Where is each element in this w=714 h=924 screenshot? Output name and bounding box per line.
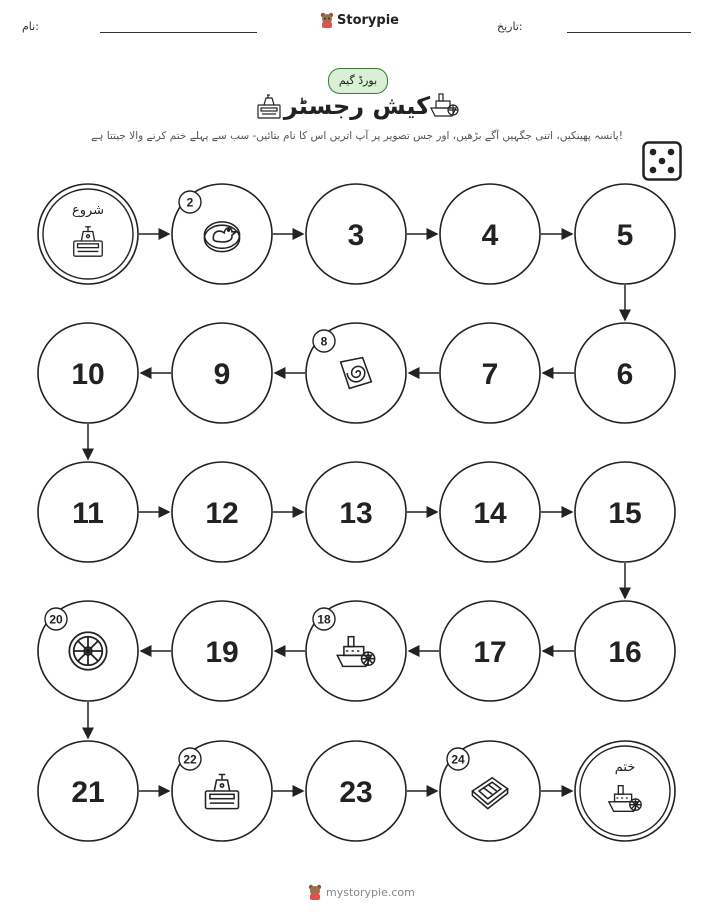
footer (308, 884, 418, 900)
board-cell-17[interactable] (440, 601, 540, 701)
board-cell-5[interactable] (575, 184, 675, 284)
cell-number-badge: 20 (49, 612, 63, 627)
brand-name: Storypie (337, 12, 399, 28)
cell-number-badge: 18 (317, 612, 331, 627)
cell-label: ختم (614, 760, 636, 775)
board-cell-7[interactable] (440, 323, 540, 423)
board-cell-13[interactable] (306, 462, 406, 562)
cell-number: 9 (213, 358, 231, 391)
name-label: نام: (22, 20, 39, 33)
cell-number: 14 (473, 497, 507, 530)
cell-number-badge: 2 (186, 195, 194, 210)
board-cell-23[interactable] (306, 741, 406, 841)
cell-number: 16 (608, 636, 642, 669)
cell-number-badge: 24 (451, 752, 465, 767)
board-cell-6[interactable] (575, 323, 675, 423)
board-cell-12[interactable] (172, 462, 272, 562)
board-cell-18[interactable] (306, 601, 406, 701)
board-cell-15[interactable] (575, 462, 675, 562)
wheel-icon (69, 632, 106, 669)
cell-number: 13 (339, 497, 373, 530)
board-cell-4[interactable] (440, 184, 540, 284)
board-cell-14[interactable] (440, 462, 540, 562)
cell-number: 3 (347, 219, 365, 252)
board-cell-2[interactable] (172, 184, 272, 284)
footer-bear-icon (308, 884, 322, 900)
board-cell-20[interactable] (38, 601, 138, 701)
board-cell-8[interactable] (306, 323, 406, 423)
cell-number-badge: 8 (320, 334, 328, 349)
cell-number: 19 (205, 636, 239, 669)
board-cell-11[interactable] (38, 462, 138, 562)
cell-number: 21 (71, 776, 105, 809)
date-label: تاریخ: (497, 20, 523, 33)
board-cell-3[interactable] (306, 184, 406, 284)
cell-label: شروع (71, 203, 105, 218)
start-cell[interactable] (38, 184, 138, 284)
cell-number-badge: 22 (183, 752, 197, 767)
cell-number: 11 (72, 497, 104, 530)
board-cell-24[interactable] (440, 741, 540, 841)
board-game-badge: بورڈ گیم (328, 68, 388, 94)
cell-number: 10 (71, 358, 105, 391)
board-cell-19[interactable] (172, 601, 272, 701)
board-cell-9[interactable] (172, 323, 272, 423)
cell-number: 4 (481, 219, 499, 252)
cell-number: 23 (339, 776, 373, 809)
cell-number: 17 (473, 636, 507, 669)
cell-number: 15 (608, 497, 642, 530)
board-cell-10[interactable] (38, 323, 138, 423)
cell-number: 7 (481, 358, 499, 391)
instructions-text: پانسہ پھینکیں، اتنی جگہیں آگے بڑھیں، اور جس تصویر پر آپ اتریں اس کا نام بتائیں- سب سے پہلے ختم کرنے والا جیتتا ہے! (91, 130, 623, 142)
board-cell-22[interactable] (172, 741, 272, 841)
cell-number: 12 (205, 497, 239, 530)
cell-number: 5 (616, 219, 634, 252)
board-cell-16[interactable] (575, 601, 675, 701)
footer-url[interactable]: mystorypie.com (326, 885, 415, 899)
page-title: کیش رجسٹر (283, 92, 431, 120)
finish-cell[interactable] (575, 741, 675, 841)
board-cell-21[interactable] (38, 741, 138, 841)
cell-number: 6 (616, 358, 634, 391)
